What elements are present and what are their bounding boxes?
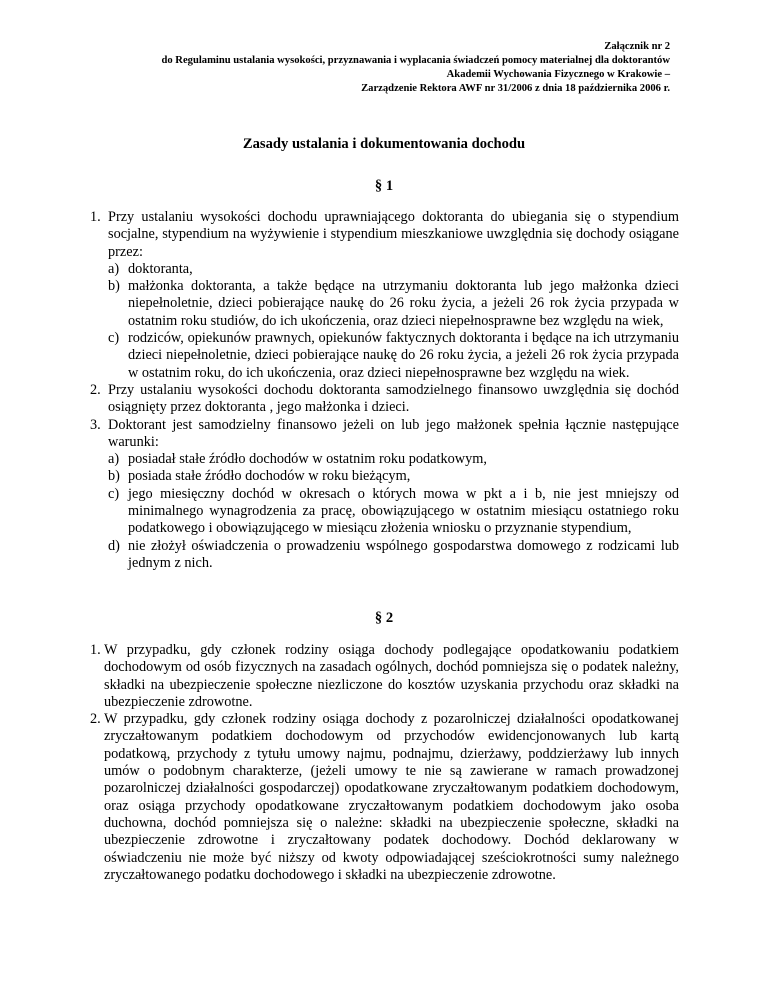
- sub-item: [108, 330, 679, 382]
- header-line-2: do Regulaminu ustalania wysokości, przyznawania i wyplacania świadczeń pomocy materialnej dla doktorantów: [161, 55, 670, 66]
- section-2-heading: § 2: [374, 610, 394, 626]
- item-text: Przy ustalaniu wysokości dochodu doktoranta samodzielnego finansowo uwzględnia się dochód osiągnięty przez doktoranta , jego małżonka i dzieci.: [108, 381, 679, 416]
- sub-item: [108, 538, 679, 573]
- item-number: 1.: [90, 209, 101, 225]
- section-1-heading: § 1: [374, 178, 394, 194]
- item-text: Doktorant jest samodzielny finansowo jeżeli on lub jego małżonek spełnia łącznie następujące warunki:: [108, 416, 679, 450]
- sub-item-letter: c): [108, 330, 120, 347]
- sub-item-text: jego miesięczny dochód w okresach o których mowa w pkt a i b, nie jest mniejszy od minimalnego wynagrodzenia za pracę, obowiązującego w ostatnim miesiącu ostatniego roku podatkowego i obowiązującego w miesiącu złożenia wniosku o przyznanie stypendium,: [128, 485, 679, 537]
- item-number: 1.: [90, 642, 101, 658]
- sub-item-letter: a): [108, 260, 120, 277]
- item-number: 3.: [90, 416, 101, 433]
- document-title: Zasady ustalania i dokumentowania dochodu: [242, 136, 526, 152]
- sub-item-letter: b): [108, 278, 120, 295]
- sub-item-text: posiada stałe źródło dochodów w roku bieżącym,: [128, 468, 411, 485]
- item-number: 2.: [90, 711, 101, 728]
- list-item: [90, 209, 679, 382]
- list-item: [90, 711, 679, 884]
- sub-item: [108, 261, 679, 278]
- header-line-1: Załącznik nr 2: [604, 41, 670, 52]
- header-line-3: Akademii Wychowania Fizycznego w Krakowie –: [446, 69, 670, 80]
- sub-item-letter: d): [108, 537, 120, 554]
- sub-item: [108, 278, 679, 330]
- sub-item-text: rodziców, opiekunów prawnych, opiekunów faktycznych doktoranta i będące na ich utrzymaniu dzieci niepełnoletnie, dzieci pobierające naukę do 26 roku życia, a jeżeli 26 rok życia przypada w ostatnim roku, do ich ukończenia, oraz dzieci niepełnosprawne bez względu na wiek.: [128, 330, 679, 381]
- sub-item-text: małżonka doktoranta, a także będące na utrzymaniu doktoranta lub jego małżonka dzieci niepełnoletnie, dzieci pobierające naukę do 26 roku życia, a jeżeli 26 rok życia przypada w ostatnim roku studiów, do ich ukończenia, oraz dzieci niepełnosprawne bez względu na wiek,: [128, 278, 679, 329]
- header-line-4: Zarządzenie Rektora AWF nr 31/2006 z dnia 18 października 2006 r.: [361, 83, 670, 94]
- list-item: [90, 642, 679, 711]
- sub-item-letter: a): [108, 451, 120, 468]
- sub-item-letter: c): [108, 485, 120, 502]
- list-item: [90, 382, 679, 417]
- sub-item-text: posiadał stałe źródło dochodów w ostatnim roku podatkowym,: [128, 451, 487, 468]
- item-number: 2.: [90, 381, 101, 398]
- item-text: Przy ustalaniu wysokości dochodu uprawniającego doktoranta do ubiegania się o stypendium socjalne, stypendium na wyżywienie i stypendium mieszkaniowe uwzględnia się dochody osiągane przez:: [108, 209, 679, 260]
- list-item: [90, 417, 679, 573]
- sub-item-text: nie złożył oświadczenia o prowadzeniu wspólnego gospodarstwa domowego z rodzicami lub jednym z nich.: [128, 537, 679, 571]
- sub-item-letter: b): [108, 468, 120, 485]
- sub-item: [108, 468, 679, 485]
- section-1-body: [90, 209, 679, 572]
- attachment-header: [70, 40, 670, 96]
- item-text: W przypadku, gdy członek rodziny osiąga dochody podlegające opodatkowaniu podatkiem dochodowym od osób fizycznych na zasadach ogólnych, dochód pomniejsza się o podatek należny, składki na ubezpieczenie społeczne niezliczone do kosztów uzyskania przychodu oraz składki na ubezpieczenie zdrowotne.: [104, 642, 679, 710]
- sub-item-text: doktoranta,: [128, 260, 193, 277]
- sub-item: [108, 451, 679, 468]
- item-text: W przypadku, gdy członek rodziny osiąga dochody z pozarolniczej działalności opodatkowanej zryczałtowanym podatkiem dochodowym od przychodów ewidencjonowanych lub kartą podatkową, przychody z tytułu umowy najmu, podnajmu, dzierżawy, poddzierżawy lub innych umów o podobnym charakterze, (jeżeli umowy te nie są zawierane w ramach prowadzonej pozarolniczej działalności gospodarczej) opodatkowane zryczałtowanym podatkiem dochodowym, oraz osiąga przychody opodatkowane zryczałtowanym podatkiem dochodowym jako osoba duchowna, dochód pomniejsza się o należne: składki na ubezpieczenie społeczne, składki na ubezpieczenie zdrowotne i zryczałtowany podatek dochodowy. Dochód deklarowany w oświadczeniu nie może być niższy od kwoty odpowiadającej sześciokrotności sumy należnego zryczałtowanego podatku dochodowego i składki na ubezpieczenie zdrowotne.: [104, 711, 679, 883]
- section-2-body: [90, 642, 679, 884]
- sub-item: [108, 486, 679, 538]
